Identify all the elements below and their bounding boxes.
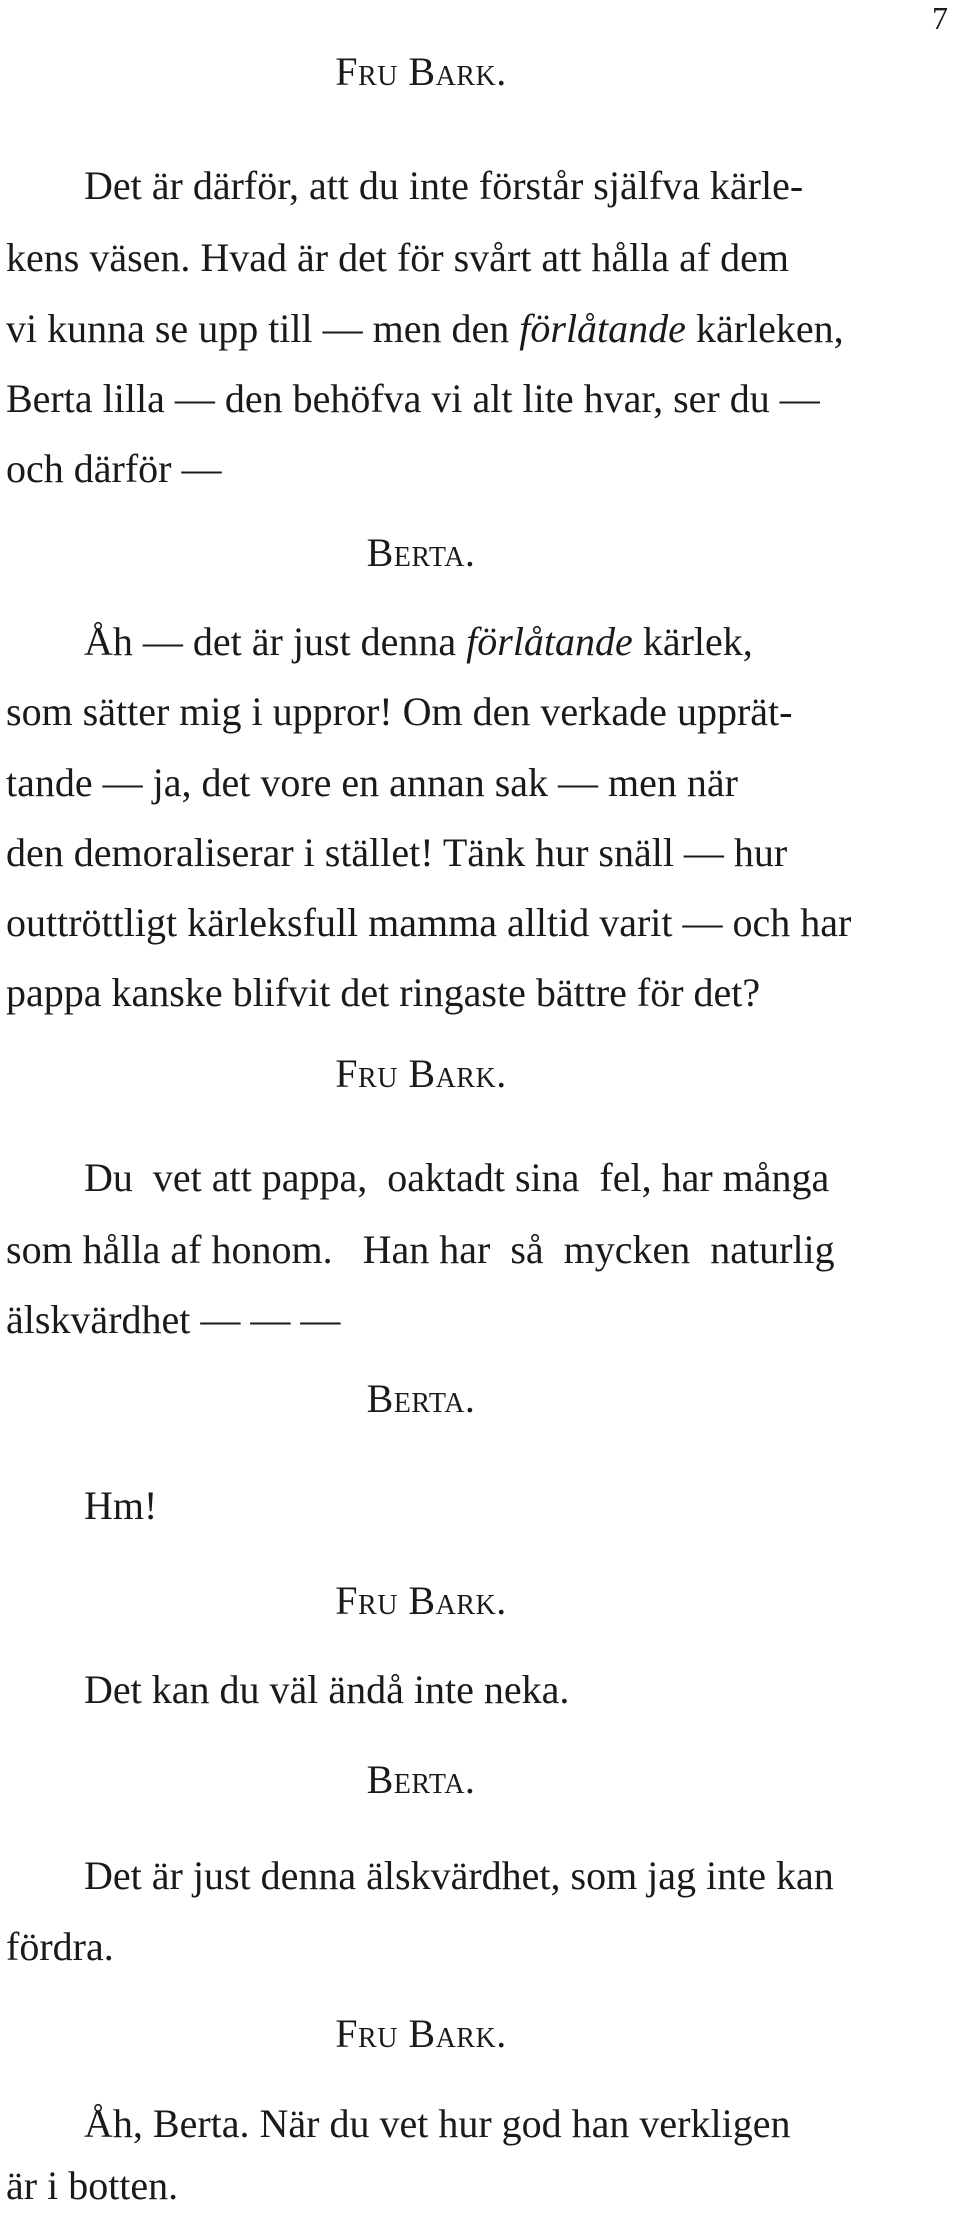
- speaker-heading-berta: Berta.: [366, 1376, 476, 1421]
- dialogue-line: Hm!: [84, 1483, 158, 1528]
- text-span: vi kunna se upp till — men den: [6, 306, 520, 351]
- dialogue-line: fördra.: [6, 1924, 114, 1969]
- text-span: kärleken,: [685, 306, 844, 351]
- dialogue-line: som sätter mig i uppror! Om den verkade upprät-: [6, 689, 793, 734]
- dialogue-line: och därför —: [6, 446, 222, 491]
- dialogue-line: Det är just denna älskvärdhet, som jag inte kan: [84, 1853, 834, 1898]
- text-span: kärlek,: [632, 619, 753, 664]
- dialogue-line: den demoraliserar i stället! Tänk hur snäll — hur: [6, 830, 788, 875]
- text-span: Åh — det är just denna: [84, 619, 467, 664]
- dialogue-line: Det kan du väl ändå inte neka.: [84, 1667, 570, 1712]
- dialogue-line: är i botten.: [6, 2163, 179, 2208]
- speaker-heading-fru-bark: Fru Bark.: [335, 1051, 507, 1096]
- dialogue-line: tande — ja, det vore en annan sak — men när: [6, 760, 738, 805]
- dialogue-line: [6, 305, 844, 353]
- dialogue-line: som hålla af honom. Han har så mycken naturlig: [6, 1227, 835, 1272]
- dialogue-line: Det är därför, att du inte förstår själfva kärle-: [84, 163, 804, 208]
- page-number: 7: [932, 0, 948, 36]
- dialogue-line: älskvärdhet — — —: [6, 1297, 341, 1342]
- dialogue-line: Åh, Berta. När du vet hur god han verkligen: [84, 2101, 791, 2146]
- speaker-heading-fru-bark: Fru Bark.: [335, 49, 507, 94]
- dialogue-line: [84, 618, 753, 666]
- dialogue-line: Berta lilla — den behöfva vi alt lite hvar, ser du —: [6, 376, 820, 421]
- speaker-heading-berta: Berta.: [366, 530, 476, 575]
- dialogue-line: Du vet att pappa, oaktadt sina fel, har många: [84, 1155, 830, 1200]
- dialogue-line: kens väsen. Hvad är det för svårt att hålla af dem: [6, 235, 790, 280]
- speaker-heading-berta: Berta.: [366, 1757, 476, 1802]
- emphasis-text: förlåtande: [466, 619, 633, 664]
- speaker-heading-fru-bark: Fru Bark.: [335, 2011, 507, 2056]
- dialogue-line: pappa kanske blifvit det ringaste bättre för det?: [6, 970, 761, 1015]
- speaker-heading-fru-bark: Fru Bark.: [335, 1578, 507, 1623]
- dialogue-line: outtröttligt kärleksfull mamma alltid varit — och har: [6, 900, 852, 945]
- emphasis-text: förlåtande: [519, 306, 686, 351]
